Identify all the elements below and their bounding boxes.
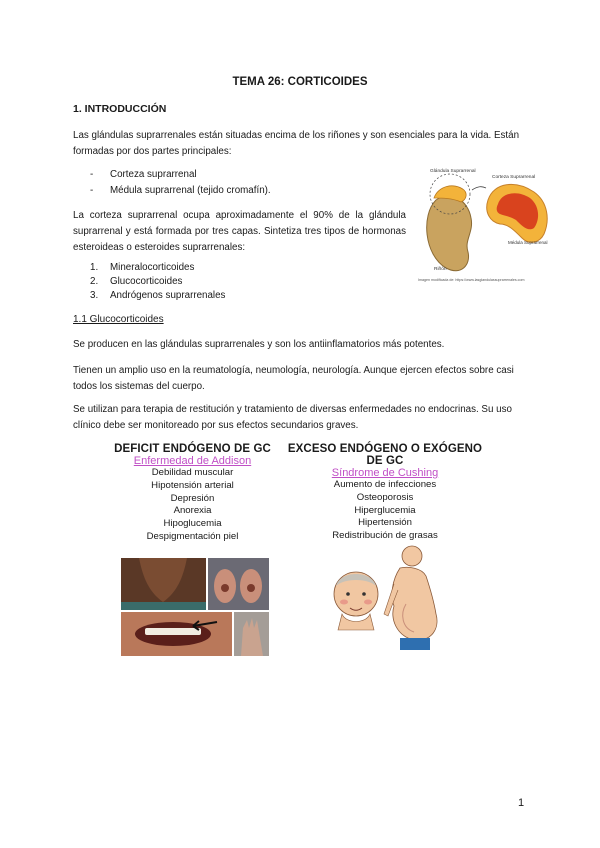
cortex-paragraph: La corteza suprarrenal ocupa aproximadamente el 90% de la glándula suprarrenal y está formada por tres capas. Sintetiza tres tipos de hormonas esteroideas o esteroides suprarrenales: <box>73 210 406 253</box>
addison-subtitle: Enfermedad de Addison <box>133 455 252 467</box>
gland-parts-list <box>73 167 393 198</box>
hormone-list <box>73 261 393 302</box>
list-item: Debilidad muscular <box>151 467 234 478</box>
list-item: Despigmentación piel <box>146 530 239 542</box>
exceso-column <box>280 443 490 543</box>
list-item: Anorexia <box>173 505 212 517</box>
page-number: 1 <box>518 797 525 809</box>
list-item: Redistribución de grasas <box>332 530 438 542</box>
list-item: Hipertensión <box>358 517 412 529</box>
deficit-heading: DEFICIT ENDÓGENO DE GC <box>114 443 271 455</box>
adrenal-gland-illustration <box>416 160 556 285</box>
section-heading-glucocorticoides: 1.1 Glucocorticoides <box>73 314 164 325</box>
label-kidney: Riñón <box>434 267 447 272</box>
list-item: 3. Andrógenos suprarrenales <box>90 289 226 301</box>
intro-paragraph: Las glándulas suprarrenales están situadas encima de los riñones y son esenciales para la vida. Están formadas por dos partes principales: <box>73 130 520 157</box>
gc-paragraph-1: Se producen en las glándulas suprarrenales y son los antiinflamatorios más potentes. <box>73 339 445 350</box>
addison-photos-illustration <box>121 558 269 656</box>
label-cortex: Corteza Suprarrenal <box>492 175 536 180</box>
list-item: Hipoglucemia <box>163 518 222 530</box>
cushing-figures <box>330 544 450 656</box>
list-item: Depresión <box>170 492 215 504</box>
addison-photo-collage <box>121 558 269 656</box>
adrenal-gland-figure <box>416 160 556 285</box>
list-item: Hiperglucemia <box>354 504 416 516</box>
list-item: - Corteza suprarrenal <box>73 167 393 183</box>
cushing-subtitle: Síndrome de Cushing <box>331 467 439 479</box>
page-title: TEMA 26: CORTICOIDES <box>232 76 368 88</box>
label-medulla: Médula Suprarrenal <box>508 240 548 245</box>
deficit-column <box>110 443 275 544</box>
list-item: - Médula suprarrenal (tejido cromafín). <box>73 183 393 199</box>
gc-paragraph-3: Se utilizan para terapia de restitución y tratamiento de diversas enfermedades no endocrinas. Su uso clínico debe ser monitoreado por sus efectos secundarios graves. <box>73 404 512 431</box>
list-item: Osteoporosis <box>356 491 414 503</box>
gc-paragraph-2: Tienen un amplio uso en la reumatología, neumología, neurología. Aunque ejercen efectos sobre casi todos los sistemas del cuerpo. <box>73 365 514 392</box>
list-item: 2. Glucocorticoides <box>90 275 183 287</box>
label-gland: Glándula Suprarrenal <box>430 169 476 174</box>
cushing-illustration <box>330 544 450 656</box>
list-item: Hipotensión arterial <box>151 479 234 491</box>
list-item: Aumento de infecciones <box>333 479 437 490</box>
exceso-heading: EXCESO ENDÓGENO O EXÓGENO DE GC <box>287 443 483 467</box>
figure-caption: Imagen modificada de: https://www.lasglandulassuprarrenales.com <box>418 278 525 282</box>
section-heading-introduccion: 1. INTRODUCCIÓN <box>73 103 167 115</box>
list-item: 1. Mineralocorticoides <box>90 262 195 273</box>
